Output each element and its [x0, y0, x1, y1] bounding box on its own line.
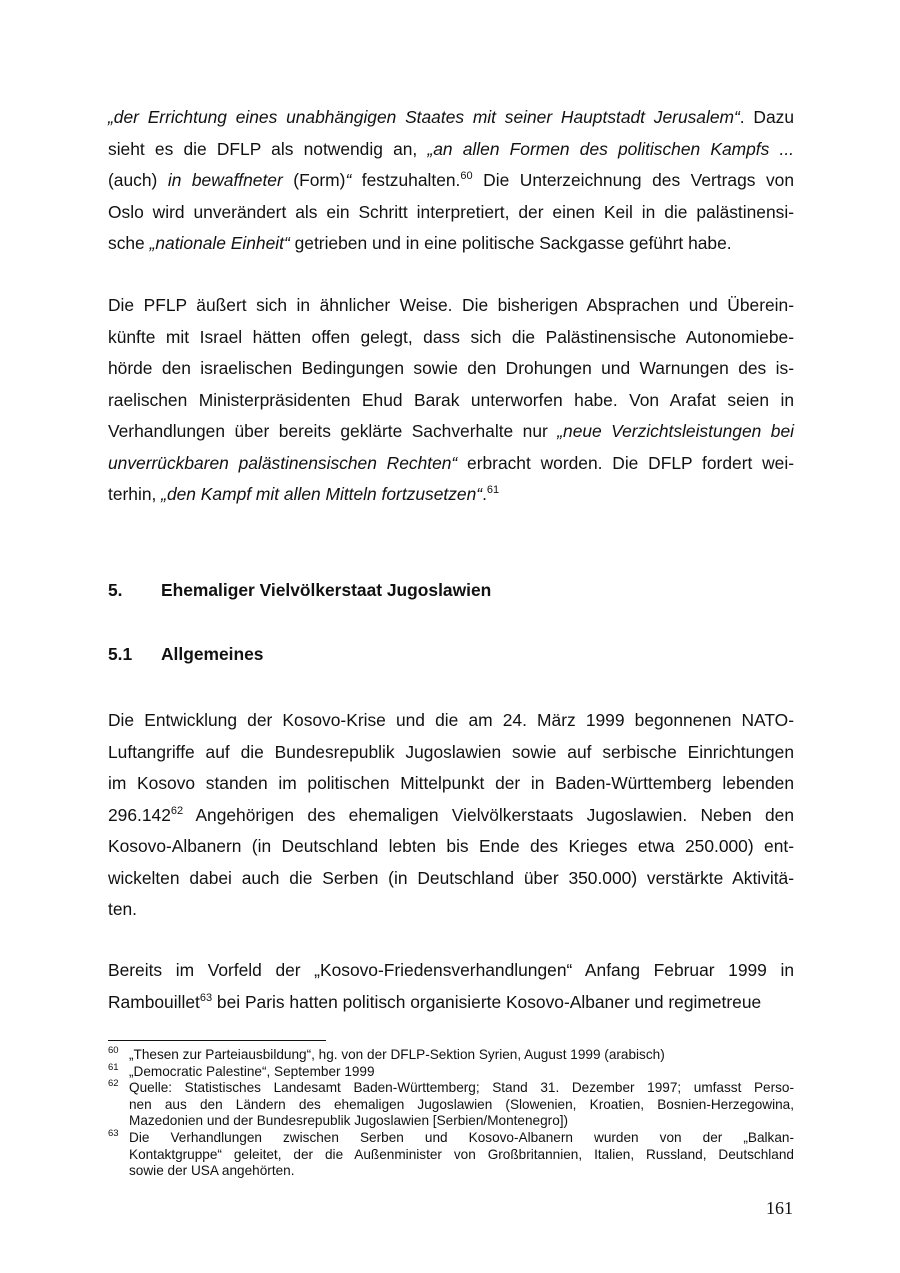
text-run: Kosovo-Albanern (in Deutschland lebten bis Ende des Krieges etwa 250.000) ent- — [108, 836, 794, 856]
footnote-line: „Democratic Palestine“, September 1999 — [129, 1063, 375, 1079]
text-line — [108, 800, 794, 832]
section-title: Allgemeines — [161, 644, 264, 664]
footnote-mark: 62 — [108, 1078, 119, 1090]
text-run: festzuhalten. — [351, 170, 461, 190]
section-number: 5.1 — [108, 644, 133, 664]
quoted-text: „an allen Formen des politischen Kampfs ... — [427, 138, 794, 159]
footnote-61 — [108, 1061, 794, 1081]
footnote-mark: 60 — [108, 1045, 119, 1056]
footnote-line: Die Verhandlungen zwischen Serben und Kosovo-Albanern wurden von der „Balkan- — [129, 1129, 794, 1145]
footnote-reference: 60 — [460, 170, 473, 182]
text-line — [108, 290, 794, 322]
text-line — [108, 863, 794, 895]
text-run: Angehörigen des ehemaligen Vielvölkerstaats Jugoslawien. Neben den — [183, 804, 794, 825]
footnote-line: Quelle: Statistisches Landesamt Baden-Württemberg; Stand 31. Dezember 1997; umfasst Perso- — [129, 1080, 794, 1096]
text-line — [108, 987, 794, 1019]
footnote-line: Mazedonien und der Bundesrepublik Jugoslawien [Serbien/Montenegro]) — [129, 1113, 569, 1129]
text-line — [108, 831, 794, 863]
text-run: . — [482, 484, 487, 504]
text-line — [108, 955, 794, 987]
section-heading-5-1 — [108, 644, 263, 665]
section-heading-5 — [108, 580, 491, 601]
text-run: Oslo wird unverändert als ein Schritt interpretiert, der einen Keil in die palästinensi- — [108, 201, 794, 222]
footnote-line: sowie der USA angehörten. — [129, 1163, 295, 1179]
footnotes — [108, 1047, 794, 1180]
text-line — [108, 705, 794, 737]
footnote-line: „Thesen zur Parteiausbildung“, hg. von der DFLP-Sektion Syrien, August 1999 (arabisch) — [129, 1047, 665, 1062]
page-number: 161 — [766, 1198, 793, 1218]
text-run: Rambouillet — [108, 991, 200, 1012]
footnote-reference: 62 — [170, 804, 184, 817]
section-number: 5. — [108, 580, 123, 600]
text-line — [108, 353, 794, 385]
text-line — [108, 894, 794, 926]
text-run: sche — [108, 233, 150, 253]
text-line — [108, 134, 794, 166]
quoted-text: „der Errichtung eines unabhängigen Staates mit seiner Hauptstadt Jerusalem“ — [108, 107, 740, 127]
text-line — [108, 228, 794, 260]
text-line — [108, 102, 794, 134]
footnote-line: Kontaktgruppe“ geleitet, der die Außenminister von Großbritannien, Italien, Russland, Deutschland — [129, 1146, 794, 1162]
text-run: ten. — [108, 899, 138, 919]
text-run: Die Entwicklung der Kosovo-Krise und die am 24. März 1999 begonnenen NATO- — [108, 710, 794, 730]
footnote-reference: 61 — [486, 484, 500, 496]
text-line — [108, 416, 794, 448]
paragraph-kosovo-crisis — [108, 705, 794, 926]
footnote-mark: 63 — [108, 1127, 119, 1139]
text-run: (auch) — [108, 170, 168, 190]
paragraph-dflp-statement — [108, 102, 794, 260]
text-line — [108, 768, 794, 800]
quoted-text: „nationale Einheit“ — [149, 233, 290, 253]
section-title: Ehemaliger Vielvölkerstaat Jugoslawien — [161, 580, 492, 600]
text-line — [108, 322, 794, 354]
text-line — [108, 165, 794, 197]
footnote-mark: 61 — [108, 1061, 119, 1073]
text-run: erbracht worden. Die DFLP fordert wei- — [457, 452, 794, 473]
footnote-63 — [108, 1127, 794, 1180]
text-run: raelischen Ministerpräsidenten Ehud Barak unterworfen habe. Von Arafat seien in — [108, 389, 794, 410]
paragraph-pflp-statement — [108, 290, 794, 511]
text-line — [108, 448, 794, 480]
paragraph-rambouillet — [108, 955, 794, 1018]
text-run: 296.142 — [108, 804, 171, 825]
text-line — [108, 197, 794, 229]
text-line — [108, 385, 794, 417]
quoted-text: in bewaffneter — [167, 170, 283, 190]
text-run: hörde den israelischen Bedingungen sowie den Drohungen und Warnungen des is- — [108, 358, 794, 378]
text-run: Bereits im Vorfeld der „Kosovo-Friedensverhandlungen“ Anfang Februar 1999 in — [108, 960, 794, 980]
text-line — [108, 737, 794, 769]
footnote-separator — [108, 1040, 326, 1041]
quoted-text: „den Kampf mit allen Mitteln fortzusetzen“ — [161, 484, 483, 504]
text-run: . Dazu — [739, 107, 794, 127]
text-run: Die PFLP äußert sich in ähnlicher Weise. Die bisherigen Absprachen und Überein- — [108, 295, 794, 315]
text-run: Die Unterzeichnung des Vertrags von — [472, 170, 795, 190]
footnote-line: nen aus den Ländern des ehemaligen Jugoslawien (Slowenien, Kroatien, Bosnien-Herzegowina, — [129, 1096, 794, 1112]
text-run: im Kosovo standen im politischen Mittelpunkt der in Baden-Württemberg lebenden — [108, 773, 794, 793]
text-run: künfte mit Israel hätten offen gelegt, dass sich die Palästinensische Autonomiebe- — [108, 326, 794, 347]
text-line — [108, 479, 794, 511]
text-run: bei Paris hatten politisch organisierte Kosovo-Albaner und regimetreue — [212, 991, 762, 1012]
text-run: Verhandlungen über bereits geklärte Sachverhalte nur — [108, 421, 558, 441]
text-run: sieht es die DFLP als notwendig an, — [108, 138, 428, 159]
footnote-reference: 63 — [199, 991, 213, 1004]
text-run: wickelten dabei auch die Serben (in Deutschland über 350.000) verstärkte Aktivitä- — [108, 867, 794, 888]
footnote-62 — [108, 1080, 794, 1130]
text-run: terhin, — [108, 484, 162, 504]
text-run: Luftangriffe auf die Bundesrepublik Jugoslawien sowie auf serbische Einrichtungen — [108, 741, 794, 762]
text-run: getrieben und in eine politische Sackgasse geführt habe. — [289, 233, 732, 253]
footnote-60 — [108, 1047, 794, 1064]
text-run: (Form) — [282, 170, 346, 190]
quoted-text: “ — [345, 170, 352, 190]
quoted-text: unverrückbaren palästinensischen Rechten“ — [108, 452, 458, 473]
quoted-text: „neue Verzichtsleistungen bei — [557, 421, 794, 441]
